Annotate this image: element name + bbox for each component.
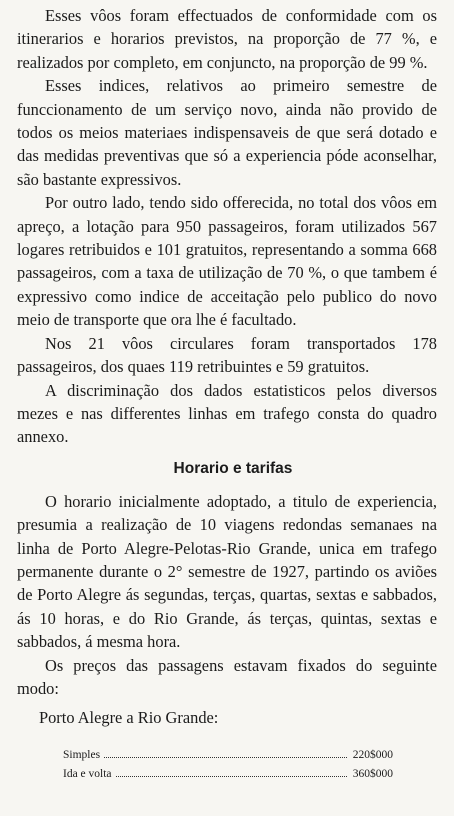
paragraph-conformidade: Esses vôos foram effectuados de conformidade com os itinerarios e horarios previstos, na proporção de 77 %, e realizados por completo, em conjuncto, na proporção de 99 %. [17,6,437,72]
paragraph-lotacao: Por outro lado, tendo sido offerecida, no total dos vôos em apreço, a lotação para 950 passageiros, foram utilizados 567 logares retribuidos e 101 gratuitos, representando a somma 668 passageiros, com a taxa de utilização de 70 %, o que tambem é expressivo como indice de acceitação pelo publico do novo meio de transporte que ora lhe é facultado. [17,193,437,330]
paragraph-precos: Os preços das passagens estavam fixados do seguinte modo: [17,655,437,698]
fare-value: 360$000 [352,768,393,781]
paragraph-horario: O horario inicialmente adoptado, a titulo de experiencia, presumia a realização de 10 viagens redondas semanaes na linha de Porto Alegre-Pelotas-Rio Grande, unica em trafego permanente durante o 2° semestre de 1927, partindo os aviões de Porto Alegre ás segundas, terças, quartas, sextas e sabbados, ás 10 horas, e do Rio Grande, ás terças, quintas, sextas e sabbados, á mesma hora. [17,491,437,652]
fare-value: 220$000 [352,749,393,762]
text-column [17,4,437,784]
dot-leader [116,776,347,777]
fare-row [63,746,393,765]
fare-row [63,765,393,784]
paragraph-indices: Esses indices, relativos ao primeiro semestre de funccionamento de um serviço novo, ainda não provido de todos os meios materiaes indispensaveis de que será dotado e das medidas preventivas que só a experiencia póde aconselhar, são bastante expressivos. [17,76,437,189]
section-heading: Horario e tarifas [173,459,293,477]
paragraph-voos-circulares: Nos 21 vôos circulares foram transportados 178 passageiros, dos quaes 119 retribuintes e 59 gratuitos. [17,333,437,377]
fare-label: Simples [63,749,101,762]
route-label: Porto Alegre a Rio Grande: [39,708,219,728]
paragraph-discriminacao: A discriminação dos dados estatisticos pelos diversos mezes e nas differentes linhas em trafego consta do quadro annexo. [17,380,437,447]
fares-table [17,746,393,784]
dot-leader [104,757,347,758]
fare-label: Ida e volta [63,768,112,781]
